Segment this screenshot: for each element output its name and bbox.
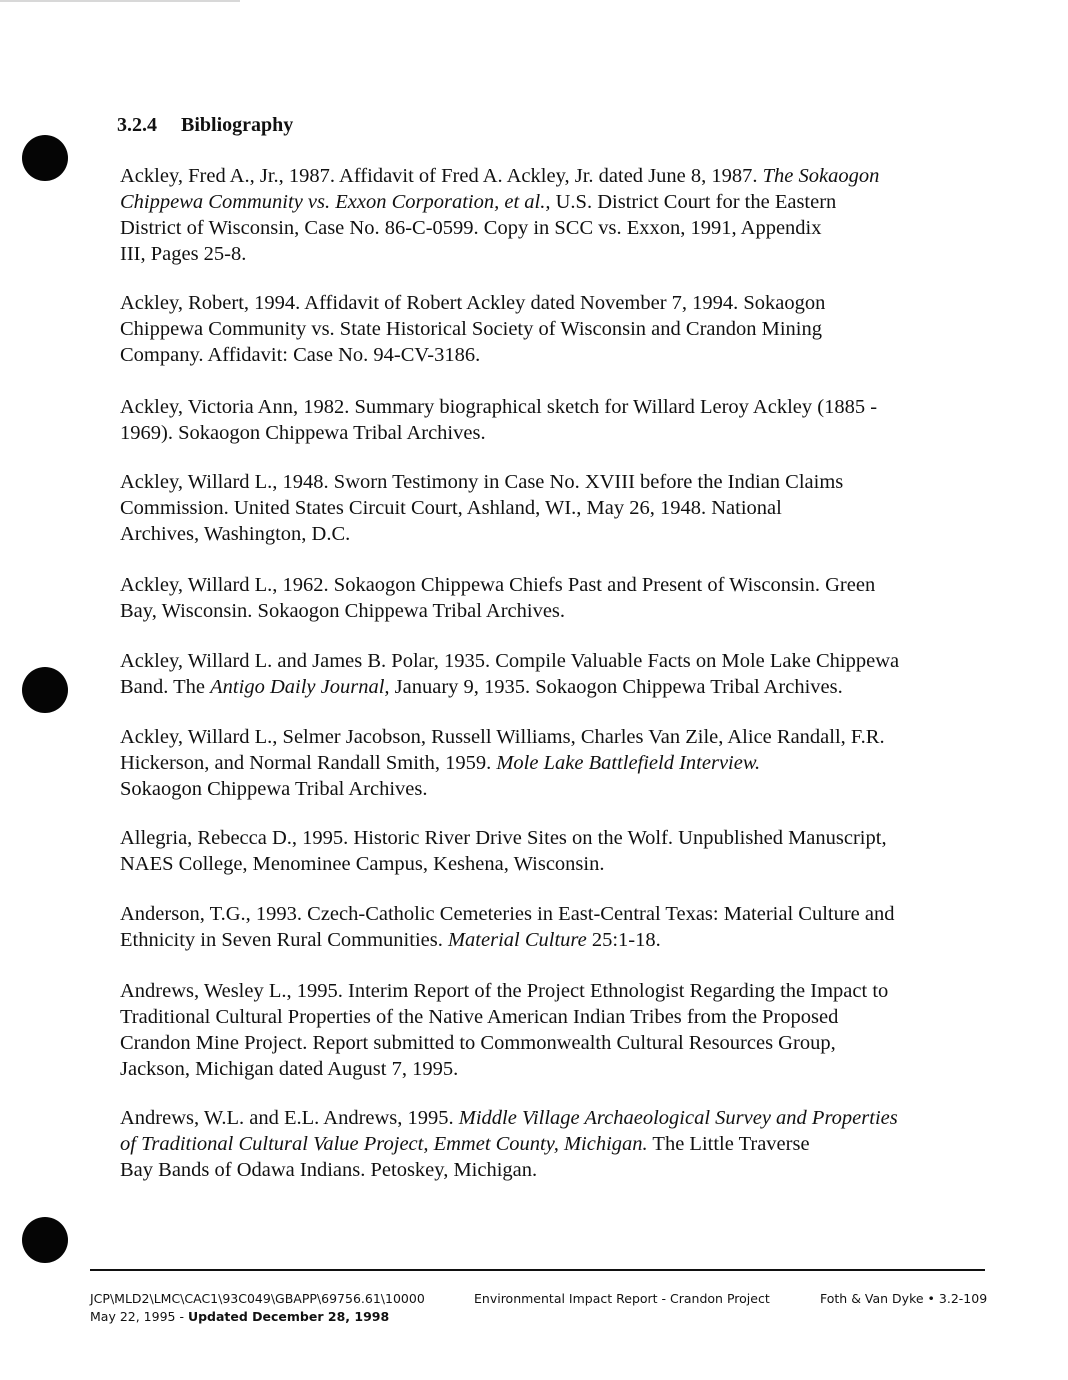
entry-line (120, 215, 1014, 241)
entry-text: U.S. District Court for the Eastern (550, 191, 837, 213)
footer-date: May 22, 1995 - (90, 1309, 188, 1324)
entry-line (120, 851, 1014, 877)
bibliography-entry (120, 163, 1014, 267)
entry-text: Ethnicity in Seven Rural Communities. (120, 929, 448, 951)
entry-italic-text: Middle Village Archaeological Survey and Properties (458, 1107, 898, 1129)
entry-text: Ackley, Willard L., 1962. Sokaogon Chippewa Chiefs Past and Present of Wisconsin. Green (120, 574, 876, 596)
entry-line (120, 394, 1014, 420)
bibliography-entry (120, 901, 1014, 953)
entry-text: Bay, Wisconsin. Sokaogon Chippewa Tribal Archives. (120, 600, 566, 622)
bibliography-entry (120, 572, 1014, 624)
scan-edge-line (0, 0, 240, 2)
entry-text: Ackley, Fred A., Jr., 1987. Affidavit of Fred A. Ackley, Jr. dated June 8, 1987. (120, 165, 763, 187)
entry-text: Commission. United States Circuit Court, Ashland, WI., May 26, 1948. National (120, 497, 782, 519)
footer-rule (90, 1269, 985, 1271)
entry-line (120, 1105, 1014, 1131)
entry-text: Sokaogon Chippewa Tribal Archives. (120, 778, 428, 800)
entry-italic-text: Chippewa Community vs. Exxon Corporation, et al., (120, 191, 551, 213)
entry-line (120, 469, 1014, 495)
bibliography-entry (120, 724, 1014, 802)
entry-line (120, 978, 1014, 1004)
binder-hole-top (22, 135, 68, 181)
entry-italic-text: Material Culture (447, 929, 587, 951)
entry-line (120, 598, 1014, 624)
entry-line (120, 163, 1014, 189)
section-number: 3.2.4 (117, 114, 157, 136)
entry-text: Ackley, Victoria Ann, 1982. Summary biographical sketch for Willard Leroy Ackley (1885 - (120, 396, 878, 418)
entry-line (120, 521, 1014, 547)
entry-line (120, 572, 1014, 598)
entry-line (120, 724, 1014, 750)
page-number: 3.2-109 (938, 1291, 988, 1306)
entry-text: Archives, Washington, D.C. (120, 523, 351, 545)
bibliography-entry (120, 825, 1014, 877)
bibliography-entry (120, 648, 1014, 700)
entry-line (120, 1157, 1014, 1183)
bibliography-entry (120, 394, 1014, 446)
footer-right (820, 1290, 987, 1308)
entry-line (120, 189, 1014, 215)
entry-text: Company. Affidavit: Case No. 94-CV-3186. (120, 344, 481, 366)
entry-text: Band. The (120, 676, 211, 698)
entry-italic-text: of Traditional Cultural Value Project, Emmet County, Michigan. (120, 1133, 648, 1155)
entry-line (120, 495, 1014, 521)
entry-line (120, 1056, 1014, 1082)
entry-text: Allegria, Rebecca D., 1995. Historic River Drive Sites on the Wolf. Unpublished Manuscript, (120, 827, 887, 849)
section-heading (117, 112, 293, 138)
entry-text: NAES College, Menominee Campus, Keshena, Wisconsin. (120, 853, 605, 875)
entry-text: District of Wisconsin, Case No. 86-C-0599. Copy in SCC vs. Exxon, 1991, Appendix (120, 217, 822, 239)
entry-text: Chippewa Community vs. State Historical Society of Wisconsin and Crandon Mining (120, 318, 822, 340)
entry-line (120, 825, 1014, 851)
entry-italic-text: Mole Lake Battlefield Interview. (496, 752, 761, 774)
entry-line (120, 241, 1014, 267)
entry-text: Ackley, Willard L., Selmer Jacobson, Russell Williams, Charles Van Zile, Alice Randall, F.R. (120, 726, 885, 748)
footer-report-title: Environmental Impact Report - Crandon Project (474, 1291, 770, 1306)
entry-text: Crandon Mine Project. Report submitted to Commonwealth Cultural Resources Group, (120, 1032, 836, 1054)
binder-hole-middle (22, 667, 68, 713)
entry-text: III, Pages 25-8. (120, 243, 247, 265)
entry-text: Ackley, Willard L. and James B. Polar, 1935. Compile Valuable Facts on Mole Lake Chippewa (120, 650, 900, 672)
footer-bullet: • (927, 1291, 935, 1306)
entry-line (120, 342, 1014, 368)
entry-line (120, 776, 1014, 802)
entry-line (120, 927, 1014, 953)
entry-italic-text: The Sokaogon (762, 165, 880, 187)
footer-file-path: JCP\MLD2\LMC\CAC1\93C049\GBAPP\69756.61\10000 (90, 1291, 425, 1306)
entry-line (120, 648, 1014, 674)
entry-line (120, 750, 1014, 776)
bibliography-entry (120, 469, 1014, 547)
bibliography-entry (120, 290, 1014, 368)
entry-text: Ackley, Robert, 1994. Affidavit of Robert Ackley dated November 7, 1994. Sokaogon (120, 292, 826, 314)
binder-hole-bottom (22, 1217, 68, 1263)
entry-text: Jackson, Michigan dated August 7, 1995. (120, 1058, 459, 1080)
entry-text: Ackley, Willard L., 1948. Sworn Testimony in Case No. XVIII before the Indian Claims (120, 471, 844, 493)
entry-text: Hickerson, and Normal Randall Smith, 1959. (120, 752, 497, 774)
bibliography-entry (120, 978, 1014, 1082)
entry-line (120, 1131, 1014, 1157)
entry-text: Andrews, W.L. and E.L. Andrews, 1995. (120, 1107, 459, 1129)
bibliography-entry (120, 1105, 1014, 1183)
entry-line (120, 420, 1014, 446)
entry-line (120, 290, 1014, 316)
entry-text: 1969). Sokaogon Chippewa Tribal Archives. (120, 422, 486, 444)
entry-text: January 9, 1935. Sokaogon Chippewa Tribal Archives. (389, 676, 843, 698)
entry-text: Bay Bands of Odawa Indians. Petoskey, Michigan. (120, 1159, 538, 1181)
entry-text: Andrews, Wesley L., 1995. Interim Report of the Project Ethnologist Regarding the Impact to (120, 980, 889, 1002)
entry-line (120, 316, 1014, 342)
entry-text: The Little Traverse (647, 1133, 810, 1155)
entry-line (120, 674, 1014, 700)
footer-left (90, 1290, 425, 1326)
footer-updated: Updated December 28, 1998 (187, 1309, 390, 1324)
entry-line (120, 1004, 1014, 1030)
entry-text: Traditional Cultural Properties of the Native American Indian Tribes from the Proposed (120, 1006, 839, 1028)
entry-italic-text: Antigo Daily Journal, (210, 676, 390, 698)
entry-text: 25:1-18. (586, 929, 661, 951)
entry-line (120, 901, 1014, 927)
entry-text: Anderson, T.G., 1993. Czech-Catholic Cemeteries in East-Central Texas: Material Culture and (120, 903, 895, 925)
section-title: Bibliography (181, 114, 294, 136)
footer-company: Foth & Van Dyke (820, 1291, 924, 1306)
entry-line (120, 1030, 1014, 1056)
